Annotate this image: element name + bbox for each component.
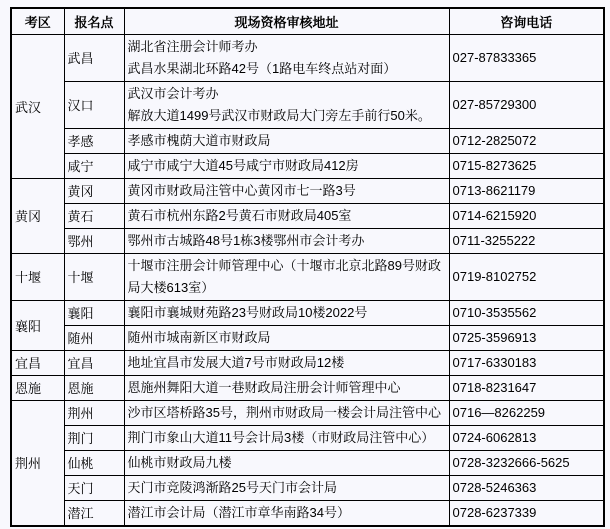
address-line: 孝感市槐荫大道市财政局 xyxy=(127,132,271,148)
address-line: 解放大道1499号武汉市财政局大门旁左手前行50米。 xyxy=(127,107,431,123)
review-address-cell xyxy=(124,34,449,81)
phone-cell: 0713-8621179 xyxy=(449,178,604,203)
phone-cell: 027-87833365 xyxy=(449,34,604,81)
registration-site-cell: 鄂州 xyxy=(64,228,124,253)
table-row xyxy=(11,400,604,425)
header-exam-region: 考区 xyxy=(11,8,64,34)
table-row xyxy=(11,425,604,450)
table-row xyxy=(11,375,604,400)
registration-site-cell: 武昌 xyxy=(64,34,124,81)
phone-cell: 0725-3596913 xyxy=(449,325,604,350)
table-row xyxy=(11,153,604,178)
registration-site-cell: 黄石 xyxy=(64,203,124,228)
phone-cell: 0724-6062813 xyxy=(449,425,604,450)
table-row xyxy=(11,350,604,375)
phone-cell: 0711-3255222 xyxy=(449,228,604,253)
review-address-cell xyxy=(124,128,449,153)
phone-cell: 0719-8102752 xyxy=(449,253,604,300)
table-row xyxy=(11,325,604,350)
registration-site-cell: 潜江 xyxy=(64,500,124,526)
exam-region-cell: 黄冈 xyxy=(11,178,64,253)
review-address-cell xyxy=(124,500,449,526)
phone-cell: 0712-2825072 xyxy=(449,128,604,153)
phone-cell: 027-85729300 xyxy=(449,81,604,128)
review-address-cell xyxy=(124,228,449,253)
review-address-cell xyxy=(124,400,449,425)
registration-site-cell: 宜昌 xyxy=(64,350,124,375)
table-row xyxy=(11,178,604,203)
address-line: 咸宁市咸宁大道45号咸宁市财政局412房 xyxy=(127,157,359,173)
exam-region-cell: 恩施 xyxy=(11,375,64,400)
address-line: 恩施州舞阳大道一巷财政局注册会计师管理中心 xyxy=(127,379,401,395)
phone-cell: 0710-3535562 xyxy=(449,300,604,325)
exam-region-cell: 襄阳 xyxy=(11,300,64,350)
phone-cell: 0717-6330183 xyxy=(449,350,604,375)
review-address-cell xyxy=(124,325,449,350)
table-row xyxy=(11,34,604,81)
address-line: 黄石市杭州东路2号黄石市财政局405室 xyxy=(127,207,352,223)
table-row xyxy=(11,81,604,128)
address-line: 湖北省注册会计师考办 xyxy=(127,38,258,54)
exam-region-cell: 十堰 xyxy=(11,253,64,300)
table-row xyxy=(11,500,604,526)
review-address-cell xyxy=(124,425,449,450)
table-row xyxy=(11,475,604,500)
table-header xyxy=(11,8,604,34)
phone-cell: 0716—8262259 xyxy=(449,400,604,425)
review-address-cell xyxy=(124,81,449,128)
table-row xyxy=(11,450,604,475)
address-line: 随州市城南新区市财政局 xyxy=(127,329,271,345)
address-line: 荆门市象山大道11号会计局3楼（市财政局注管中心） xyxy=(127,429,435,445)
address-line: 黄冈市财政局注管中心黄冈市七一路3号 xyxy=(127,182,356,198)
exam-region-cell: 荆州 xyxy=(11,400,64,526)
phone-cell: 0728-3232666-5625 xyxy=(449,450,604,475)
review-address-cell xyxy=(124,203,449,228)
review-address-cell xyxy=(124,178,449,203)
header-review-address: 现场资格审核地址 xyxy=(124,8,449,34)
address-line: 襄阳市襄城财苑路23号财政局10楼2022号 xyxy=(127,304,368,320)
exam-region-cell: 武汉 xyxy=(11,34,64,178)
address-line: 鄂州市古城路48号1栋3楼鄂州市会计考办 xyxy=(127,232,365,248)
table-row xyxy=(11,300,604,325)
address-line: 潜江市会计局（潜江市章华南路34号） xyxy=(127,504,350,520)
header-registration-site: 报名点 xyxy=(64,8,124,34)
registration-site-cell: 天门 xyxy=(64,475,124,500)
review-address-cell xyxy=(124,450,449,475)
phone-cell: 0715-8273625 xyxy=(449,153,604,178)
address-line: 地址宜昌市发展大道7号市财政局12楼 xyxy=(127,354,345,370)
table-row xyxy=(11,128,604,153)
registration-site-cell: 仙桃 xyxy=(64,450,124,475)
address-line: 天门市竞陵鸿渐路25号天门市会计局 xyxy=(127,479,337,495)
exam-region-cell: 宜昌 xyxy=(11,350,64,375)
table-row xyxy=(11,203,604,228)
review-address-cell xyxy=(124,253,449,300)
registration-site-cell: 十堰 xyxy=(64,253,124,300)
table-row xyxy=(11,228,604,253)
registration-site-cell: 荆门 xyxy=(64,425,124,450)
phone-cell: 0714-6215920 xyxy=(449,203,604,228)
header-row xyxy=(11,8,604,34)
review-address-cell xyxy=(124,475,449,500)
address-line: 武昌水果湖北环路42号（1路电车终点站对面） xyxy=(127,60,397,76)
registration-site-cell: 孝感 xyxy=(64,128,124,153)
review-address-cell xyxy=(124,375,449,400)
review-address-cell xyxy=(124,350,449,375)
phone-cell: 0718-8231647 xyxy=(449,375,604,400)
registration-review-table xyxy=(10,7,605,527)
address-line: 十堰市注册会计师管理中心（十堰市北京北路89号财政局大楼613室） xyxy=(127,257,441,295)
registration-site-cell: 恩施 xyxy=(64,375,124,400)
registration-site-cell: 汉口 xyxy=(64,81,124,128)
registration-site-cell: 咸宁 xyxy=(64,153,124,178)
registration-site-cell: 荆州 xyxy=(64,400,124,425)
registration-site-cell: 襄阳 xyxy=(64,300,124,325)
phone-cell: 0728-5246363 xyxy=(449,475,604,500)
header-phone: 咨询电话 xyxy=(449,8,604,34)
address-line: 仙桃市财政局九楼 xyxy=(127,454,232,470)
phone-cell: 0728-6237339 xyxy=(449,500,604,526)
address-line: 沙市区塔桥路35号，荆州市财政局一楼会计局注管中心 xyxy=(127,404,441,420)
registration-site-cell: 黄冈 xyxy=(64,178,124,203)
review-address-cell xyxy=(124,300,449,325)
address-line: 武汉市会计考办 xyxy=(127,85,219,101)
review-address-cell xyxy=(124,153,449,178)
table-row xyxy=(11,253,604,300)
registration-site-cell: 随州 xyxy=(64,325,124,350)
table-body xyxy=(11,34,604,526)
